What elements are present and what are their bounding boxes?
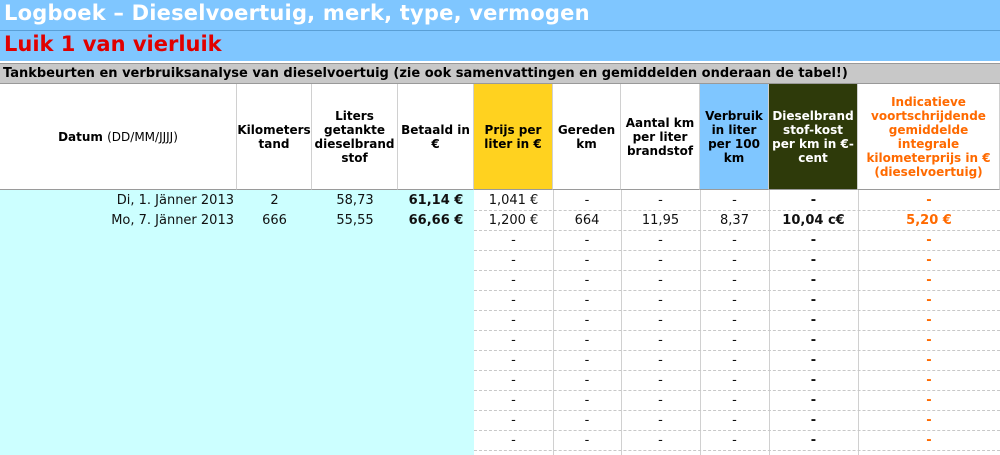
- empty-cell[interactable]: -: [658, 353, 663, 368]
- header-datum-format: (DD/MM/JJJJ): [107, 129, 178, 144]
- empty-cell[interactable]: -: [658, 373, 663, 388]
- empty-cell[interactable]: -: [732, 373, 737, 388]
- empty-cell[interactable]: -: [511, 433, 516, 448]
- empty-cell[interactable]: -: [658, 333, 663, 348]
- empty-cell[interactable]: -: [810, 393, 817, 408]
- empty-cell[interactable]: -: [810, 433, 817, 448]
- empty-cell[interactable]: -: [926, 353, 932, 368]
- empty-cell[interactable]: -: [511, 233, 516, 248]
- empty-cell[interactable]: -: [926, 273, 932, 288]
- table-description: Tankbeurten en verbruiksanalyse van dieselvoertuig (zie ook samenvattingen en gemiddelden onderaan de tabel!): [3, 66, 848, 81]
- header-datum-label: Datum: [58, 129, 103, 144]
- cell-prijs[interactable]: 1,041 €: [488, 193, 539, 208]
- empty-cell[interactable]: -: [926, 393, 932, 408]
- header-aantal[interactable]: [621, 84, 700, 190]
- subtitle-bar: [0, 31, 1000, 61]
- empty-cell[interactable]: -: [810, 313, 817, 328]
- empty-cell[interactable]: -: [732, 353, 737, 368]
- empty-cell[interactable]: -: [658, 413, 663, 428]
- header-verbruik-label: Verbruik in liter per 100 km: [705, 108, 763, 165]
- header-indicatief-label: Indicatieve voortschrijdende gemiddelde integrale kilometerprijs in € (dieselvoertuig): [866, 94, 991, 179]
- header-betaald[interactable]: [398, 84, 474, 190]
- header-liters[interactable]: [312, 84, 398, 190]
- header-kost-label: Dieselbrand stof-kost per km in €-cent: [772, 108, 854, 165]
- empty-cell[interactable]: -: [926, 333, 932, 348]
- header-gereden[interactable]: [553, 84, 621, 190]
- cell-indicatief[interactable]: 5,20 €: [906, 213, 952, 228]
- empty-cell[interactable]: -: [926, 293, 932, 308]
- empty-cell[interactable]: -: [926, 233, 932, 248]
- cell-gereden[interactable]: -: [584, 193, 590, 208]
- empty-cell[interactable]: -: [658, 293, 663, 308]
- header-kilometerstand[interactable]: [237, 84, 312, 190]
- empty-cell[interactable]: -: [511, 373, 516, 388]
- empty-cell[interactable]: -: [511, 293, 516, 308]
- empty-cell[interactable]: -: [511, 333, 516, 348]
- header-indicatief[interactable]: [858, 84, 1000, 190]
- cell-betaald[interactable]: 66,66 €: [408, 213, 464, 228]
- empty-cell[interactable]: -: [810, 373, 817, 388]
- empty-cell[interactable]: -: [511, 273, 516, 288]
- empty-cell[interactable]: -: [810, 353, 817, 368]
- empty-cell[interactable]: -: [926, 313, 932, 328]
- header-prijs[interactable]: [474, 84, 553, 190]
- empty-cell[interactable]: -: [584, 373, 590, 388]
- empty-cell[interactable]: -: [511, 353, 516, 368]
- empty-cell[interactable]: -: [584, 253, 590, 268]
- empty-cell[interactable]: -: [732, 333, 737, 348]
- cell-datum[interactable]: Mo, 7. Jänner 2013: [111, 213, 234, 228]
- header-betaald-label: Betaald in €: [401, 122, 470, 151]
- empty-cell[interactable]: -: [732, 413, 737, 428]
- empty-cell[interactable]: -: [810, 233, 817, 248]
- header-kost[interactable]: [769, 84, 858, 190]
- empty-cell[interactable]: -: [732, 253, 737, 268]
- empty-cell[interactable]: -: [810, 413, 817, 428]
- cell-km[interactable]: 666: [262, 213, 287, 228]
- empty-cell[interactable]: -: [584, 353, 590, 368]
- empty-cell[interactable]: -: [511, 393, 516, 408]
- cell-km[interactable]: 2: [270, 193, 279, 208]
- empty-cell[interactable]: -: [584, 273, 590, 288]
- empty-cell[interactable]: -: [810, 333, 817, 348]
- empty-cell[interactable]: -: [658, 393, 663, 408]
- empty-cell[interactable]: -: [584, 333, 590, 348]
- empty-cell[interactable]: -: [584, 313, 590, 328]
- description-bar: [0, 63, 1000, 84]
- empty-cell[interactable]: -: [810, 273, 817, 288]
- cell-prijs[interactable]: 1,200 €: [488, 213, 539, 228]
- empty-cell[interactable]: -: [732, 433, 737, 448]
- empty-cell[interactable]: -: [810, 293, 817, 308]
- cell-kost[interactable]: -: [810, 193, 817, 208]
- empty-cell[interactable]: -: [658, 233, 663, 248]
- empty-cell[interactable]: -: [584, 293, 590, 308]
- cell-datum[interactable]: Di, 1. Jänner 2013: [116, 193, 234, 208]
- empty-cell[interactable]: -: [584, 233, 590, 248]
- header-aantal-label: Aantal km per liter brandstof: [625, 115, 695, 158]
- empty-cell[interactable]: -: [584, 413, 590, 428]
- empty-cell[interactable]: -: [926, 413, 932, 428]
- cell-betaald[interactable]: 61,14 €: [408, 193, 464, 208]
- cell-liters[interactable]: 55,55: [336, 213, 374, 228]
- cell-kost[interactable]: 10,04 c€: [782, 213, 845, 228]
- empty-cell[interactable]: -: [511, 313, 516, 328]
- header-gereden-label: Gereden km: [557, 122, 616, 151]
- empty-cell[interactable]: -: [926, 433, 932, 448]
- cell-liters[interactable]: 58,73: [336, 193, 374, 208]
- header-verbruik[interactable]: [700, 84, 769, 190]
- header-datum[interactable]: [0, 84, 237, 190]
- empty-cell[interactable]: -: [584, 433, 590, 448]
- header-prijs-label: Prijs per liter in €: [484, 122, 542, 151]
- empty-cell[interactable]: -: [658, 253, 663, 268]
- cell-aantal[interactable]: 11,95: [641, 213, 680, 228]
- empty-cell[interactable]: -: [926, 373, 932, 388]
- empty-cell[interactable]: -: [658, 433, 663, 448]
- cell-aantal[interactable]: -: [658, 193, 663, 208]
- cell-verbruik[interactable]: 8,37: [720, 213, 749, 228]
- empty-cell[interactable]: -: [584, 393, 590, 408]
- empty-cell[interactable]: -: [732, 313, 737, 328]
- empty-cell[interactable]: -: [658, 273, 663, 288]
- empty-cell[interactable]: -: [511, 253, 516, 268]
- empty-cell[interactable]: -: [926, 253, 932, 268]
- cell-gereden[interactable]: 664: [574, 213, 600, 228]
- cell-verbruik[interactable]: -: [732, 193, 737, 208]
- empty-cell[interactable]: -: [658, 313, 663, 328]
- empty-cell[interactable]: -: [511, 413, 516, 428]
- header-liters-label: Liters getankte dieselbrand stof: [314, 108, 395, 165]
- header-kilometerstand-label: Kilometers tand: [237, 122, 311, 151]
- title-bar: [0, 0, 1000, 31]
- empty-cell[interactable]: -: [732, 293, 737, 308]
- empty-cell[interactable]: -: [732, 273, 737, 288]
- empty-cell[interactable]: -: [810, 253, 817, 268]
- empty-cell[interactable]: -: [732, 233, 737, 248]
- empty-cell[interactable]: -: [732, 393, 737, 408]
- page-subtitle: Luik 1 van vierluik: [4, 32, 222, 56]
- cell-indicatief[interactable]: -: [926, 193, 932, 208]
- page-title: Logboek – Dieselvoertuig, merk, type, vermogen: [4, 1, 590, 25]
